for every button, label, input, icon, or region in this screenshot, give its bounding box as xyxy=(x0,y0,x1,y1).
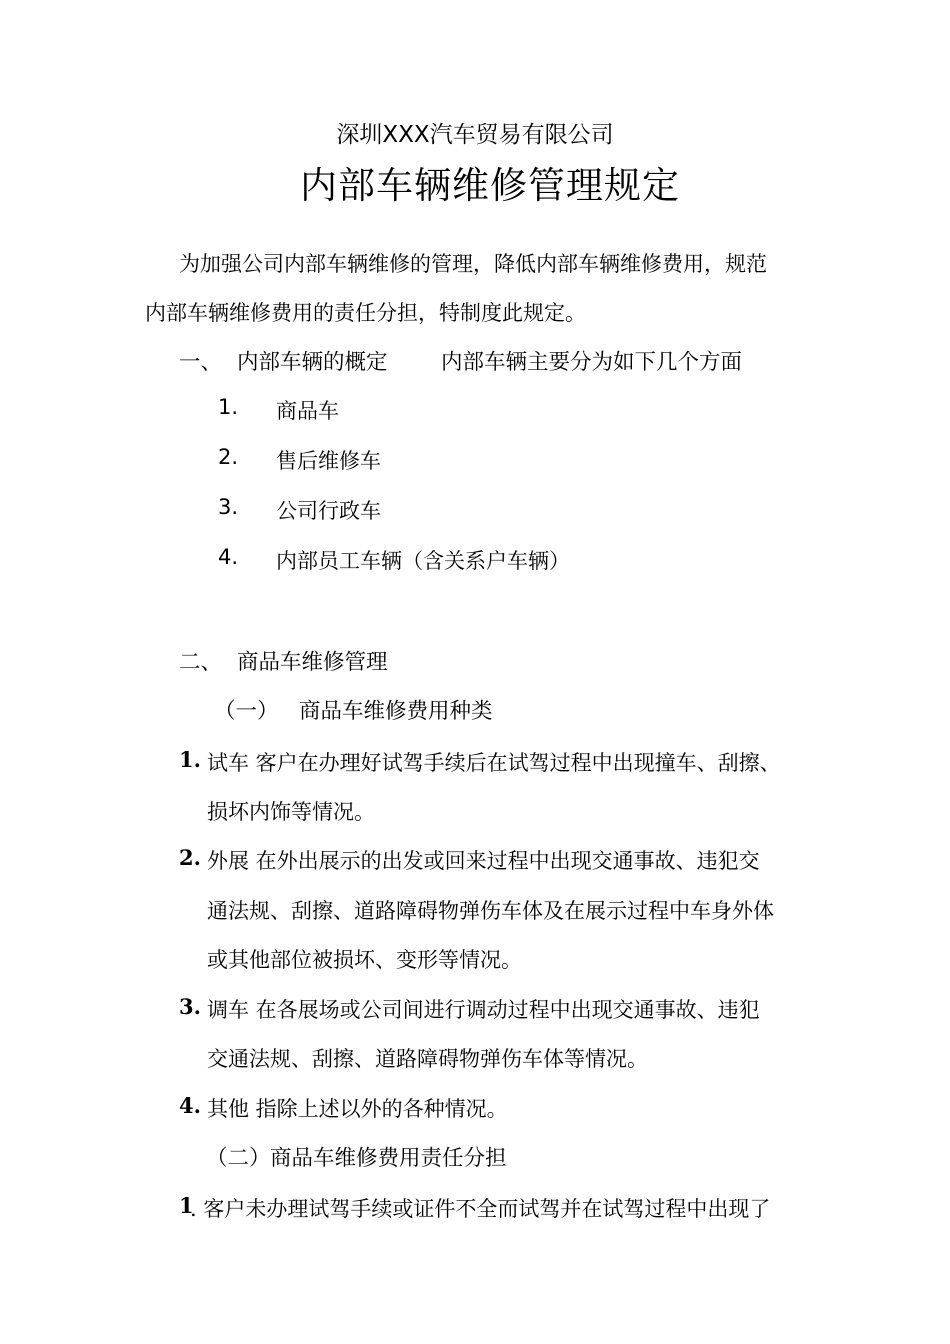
sub1-item-2-line-3: 或其他部位被损坏、变形等情况。 xyxy=(207,948,522,972)
sub1-item-4-number: 4. xyxy=(179,1093,201,1118)
sub1-item-3-number: 3. xyxy=(179,994,201,1019)
sub1-item-4-line-1: 其他 指除上述以外的各种情况。 xyxy=(207,1097,508,1121)
sub2-item-1-line-1: . 客户未办理试驾手续或证件不全而试驾并在试驾过程中出现了 xyxy=(190,1197,771,1221)
section1-item-1-number: 1. xyxy=(218,395,239,419)
section1-title: 内部车辆的概定 xyxy=(237,350,388,375)
sub2-item-1-number: 1 xyxy=(179,1193,194,1218)
sub1-item-2-line-2: 通法规、刮擦、道路障碍物弹伤车体及在展示过程中车身外体 xyxy=(207,899,774,923)
intro-line-2: 内部车辆维修费用的责任分担，特制度此规定。 xyxy=(145,301,586,325)
sub1-item-1-line-1: 试车 客户在办理好试驾手续后在试驾过程中出现撞车、刮擦、 xyxy=(207,751,781,775)
section2-sub1-title: 商品车维修费用种类 xyxy=(299,699,493,724)
section1-item-2-number: 2. xyxy=(218,445,239,469)
document-title: 内部车辆维修管理规定 xyxy=(300,164,680,207)
section2-title: 商品车维修管理 xyxy=(237,650,388,675)
sub1-item-1-line-2: 损坏内饰等情况。 xyxy=(207,800,375,824)
section1-item-1-label: 商品车 xyxy=(276,399,339,423)
section2-sub2-title: 商品车维修费用责任分担 xyxy=(270,1146,507,1171)
intro-line-1: 为加强公司内部车辆维修的管理，降低内部车辆维修费用，规范 xyxy=(179,252,767,276)
sub1-item-1-number: 1. xyxy=(179,747,201,772)
section1-item-2-label: 售后维修车 xyxy=(276,449,381,473)
section1-item-4-label: 内部员工车辆（含关系户车辆） xyxy=(276,549,570,573)
sub1-item-3-line-2: 交通法规、刮擦、道路障碍物弹伤车体等情况。 xyxy=(207,1047,648,1071)
section2-number: 二、 xyxy=(179,650,223,675)
sub1-item-2-line-1: 外展 在外出展示的出发或回来过程中出现交通事故、违犯交 xyxy=(207,849,760,873)
sub1-item-2-number: 2. xyxy=(179,845,201,870)
section1-subtitle: 内部车辆主要分为如下几个方面 xyxy=(441,350,743,375)
section1-item-4-number: 4. xyxy=(218,545,239,569)
company-name: 深圳XXX汽车贸易有限公司 xyxy=(336,122,614,148)
sub1-item-3-line-1: 调车 在各展场或公司间进行调动过程中出现交通事故、违犯 xyxy=(207,998,760,1022)
section2-sub2-number: （二） xyxy=(206,1146,271,1171)
section1-item-3-label: 公司行政车 xyxy=(276,499,381,523)
section1-number: 一、 xyxy=(179,350,223,375)
section2-sub1-number: （一） xyxy=(214,699,279,724)
section1-item-3-number: 3. xyxy=(218,495,239,519)
